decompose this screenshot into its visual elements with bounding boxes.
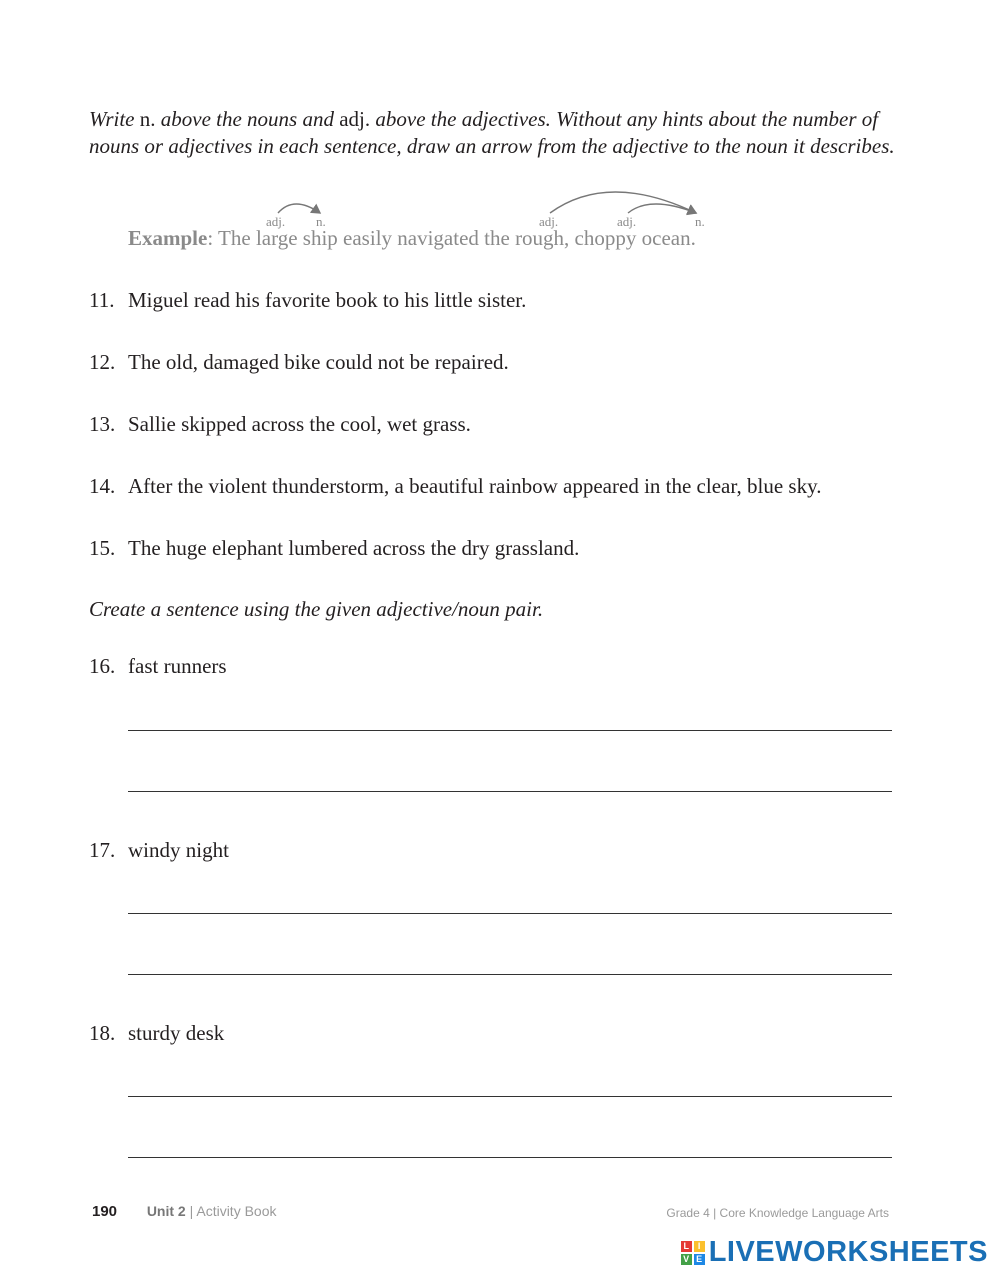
tag-adj-choppy: adj.: [617, 214, 637, 229]
tag-n-ship: n.: [316, 214, 326, 229]
answer-line[interactable]: [128, 791, 892, 792]
answer-line[interactable]: [128, 974, 892, 975]
footer-left: 190 Unit 2 | Activity Book: [92, 1203, 277, 1220]
example-sentence: Example: The large ship easily navigated the rough, choppy ocean.: [128, 226, 696, 250]
footer-right: Grade 4 | Core Knowledge Language Arts: [666, 1206, 889, 1220]
logo-text: LIVEWORKSHEETS: [708, 1236, 988, 1268]
pair-item: 17. windy night: [89, 838, 229, 862]
page-number: 190: [92, 1203, 118, 1220]
answer-line[interactable]: [128, 913, 892, 914]
answer-line[interactable]: [128, 730, 892, 731]
tag-adj-large: adj.: [266, 214, 286, 229]
logo-mark-icon: L I V E: [681, 1241, 705, 1265]
example-label: Example: [128, 226, 208, 250]
pair-item: 16. fast runners: [89, 654, 227, 678]
answer-line[interactable]: [128, 1157, 892, 1158]
list-item: 15. The huge elephant lumbered across the dry grassland.: [89, 536, 580, 560]
noun-abbrev: n.: [139, 107, 156, 131]
tag-adj-rough: adj.: [539, 214, 559, 229]
arrow-rough-ocean: [550, 192, 696, 213]
list-item: 14. After the violent thunderstorm, a beautiful rainbow appeared in the clear, blue sky.: [89, 474, 822, 498]
list-item: 13. Sallie skipped across the cool, wet grass.: [89, 412, 471, 436]
pair-item: 18. sturdy desk: [89, 1021, 225, 1045]
unit-label: Unit 2: [146, 1203, 186, 1219]
book-label: Activity Book: [196, 1203, 277, 1219]
list-item: 11. Miguel read his favorite book to his little sister.: [89, 288, 527, 312]
answer-line[interactable]: [128, 1096, 892, 1097]
example-block: [128, 183, 768, 258]
list-item: 12. The old, damaged bike could not be repaired.: [89, 350, 509, 374]
adjective-abbrev: adj.: [339, 107, 371, 131]
tag-n-ocean: n.: [695, 214, 705, 229]
liveworksheets-logo[interactable]: [681, 1236, 988, 1269]
arrow-large-ship: [278, 204, 320, 213]
example-arrows: [128, 183, 768, 228]
section-instructions: Create a sentence using the given adjective/noun pair.: [89, 597, 544, 621]
instructions: Write n. above the nouns and adj. above the adjectives. Without any hints about the number of nouns or adjectives in each sentence, draw an arrow from the adjective to the noun it describes.: [89, 107, 895, 158]
